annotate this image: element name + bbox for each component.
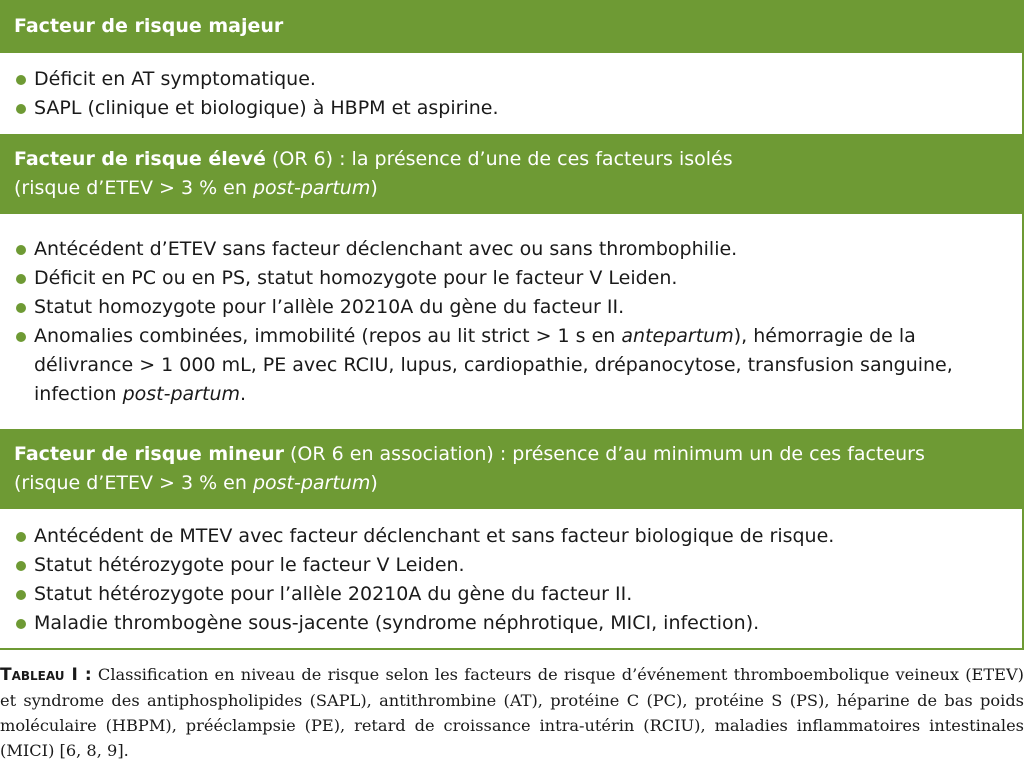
list-item-text: Statut hétérozygote pour le facteur V Leiden. (34, 553, 465, 576)
list-item (14, 65, 1008, 94)
section-header-high (0, 134, 1022, 214)
list-item-text: Statut homozygote pour l’allèle 20210A du gène du facteur II. (34, 295, 625, 318)
list-item-italic: antepartum (621, 324, 734, 347)
section-header-line (14, 12, 1008, 41)
section-body-high (0, 214, 1022, 429)
section-header-italic: post-partum (252, 177, 371, 199)
list-item-text: Antécédent d’ETEV sans facteur déclenchant avec ou sans thrombophilie. (34, 237, 738, 260)
section-header-detail: (OR 6 en association) : présence d’au minimum un de ces facteurs (283, 443, 925, 465)
list-item (14, 293, 1008, 322)
section-body-major (0, 53, 1022, 134)
list-item-text: Déficit en AT symptomatique. (34, 67, 316, 90)
bullet-icon (16, 561, 26, 571)
list-item-text: ), hémorragie de la délivrance > 1 000 mL, PE avec RCIU, lupus, cardiopathie, drépanocytose, transfusion sanguine, infection (34, 324, 953, 405)
list-item (14, 235, 1008, 264)
section-header-title: Facteur de risque mineur (14, 443, 284, 465)
list-item (14, 94, 1008, 123)
list-item-text: Déficit en PC ou en PS, statut homozygote pour le facteur V Leiden. (34, 266, 678, 289)
bullet-icon (16, 619, 26, 629)
list-item-italic: post-partum (122, 382, 240, 405)
section-header-detail: (risque d’ETEV > 3 % en (14, 177, 253, 199)
section-header-title: Facteur de risque élevé (14, 148, 266, 170)
list-item-text: Anomalies combinées, immobilité (repos au lit strict > 1 s en (34, 324, 622, 347)
list-item (14, 522, 1008, 551)
bullet-icon (16, 332, 26, 342)
section-header-detail: ) (370, 472, 378, 494)
section-header-detail: ) (370, 177, 378, 199)
section-header-italic: post-partum (252, 472, 371, 494)
list-item (14, 580, 1008, 609)
caption-label: Tableau I : (0, 665, 92, 685)
list-item-text: Maladie thrombogène sous-jacente (syndrome néphrotique, MICI, infection). (34, 611, 760, 634)
section-header-detail: (risque d’ETEV > 3 % en (14, 472, 253, 494)
list-item-text: SAPL (clinique et biologique) à HBPM et aspirine. (34, 96, 499, 119)
bullet-icon (16, 75, 26, 85)
section-header-line (14, 440, 1008, 469)
list-item (14, 264, 1008, 293)
section-header-line (14, 174, 1008, 203)
bullet-icon (16, 104, 26, 114)
caption-text: Classification en niveau de risque selon les facteurs de risque d’événement thromboembolique veineux (ETEV) et syndrome des antiphospholipides (SAPL), antithrombine (AT), protéine C (PC), protéine S (PS), héparine de bas poids moléculaire (HBPM), prééclampsie (PE), retard de croissance intra-utérin (RCIU), maladies inflammatoires intestinales (MICI) [6, 8, 9]. (0, 665, 1024, 760)
bullet-icon (16, 274, 26, 284)
bullet-icon (16, 245, 26, 255)
list-item (14, 609, 1008, 638)
list-item (14, 551, 1008, 580)
section-header-detail: (OR 6) : la présence d’une de ces facteurs isolés (265, 148, 733, 170)
bullet-icon (16, 303, 26, 313)
section-header-line (14, 145, 1008, 174)
list-item-text: . (240, 382, 247, 405)
section-header-major (0, 0, 1022, 53)
list-item (14, 322, 1008, 409)
section-header-minor (0, 429, 1022, 509)
bullet-icon (16, 590, 26, 600)
table-caption (0, 662, 1024, 763)
section-body-minor (0, 509, 1022, 650)
list-item-text: Statut hétérozygote pour l’allèle 20210A du gène du facteur II. (34, 582, 633, 605)
section-header-title: Facteur de risque majeur (14, 15, 284, 37)
bullet-icon (16, 532, 26, 542)
section-header-line (14, 469, 1008, 498)
list-item-text: Antécédent de MTEV avec facteur déclenchant et sans facteur biologique de risque. (34, 524, 835, 547)
